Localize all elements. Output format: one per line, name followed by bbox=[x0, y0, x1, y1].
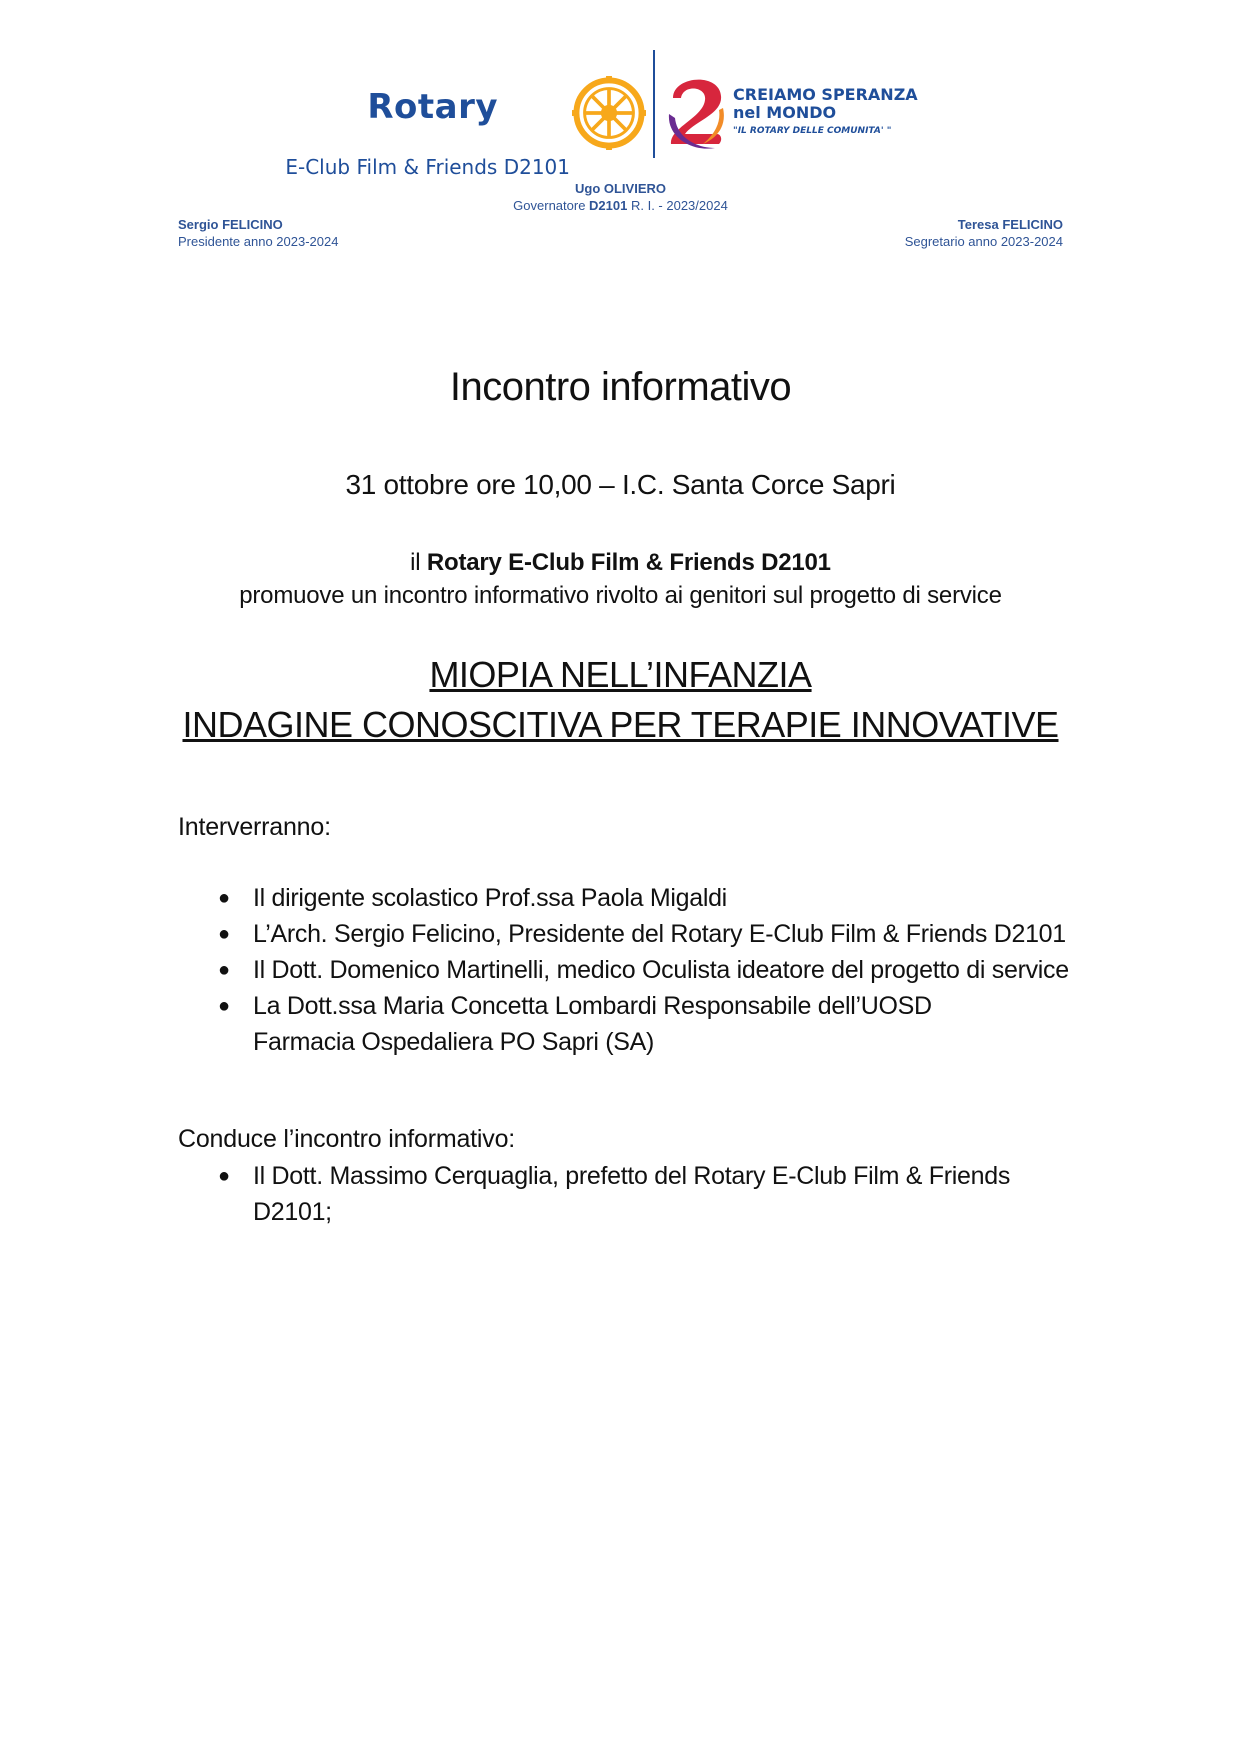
promoter-prefix: il bbox=[410, 549, 427, 576]
speaker-text: L’Arch. Sergio Felicino, Presidente del Rotary E-Club Film & Friends D2101 bbox=[253, 920, 1066, 948]
bullet-icon: ● bbox=[218, 887, 230, 909]
page-title: Incontro informativo bbox=[449, 365, 792, 409]
conductor-list bbox=[0, 1158, 1013, 1230]
bullet-icon: ● bbox=[218, 959, 230, 981]
president-name: Sergio FELICINO bbox=[178, 217, 283, 232]
governor-role bbox=[0, 197, 1241, 214]
slogan-line-3: "IL ROTARY DELLE COMUNITA' " bbox=[733, 126, 892, 136]
hope-swirl-icon bbox=[663, 68, 729, 152]
governor-name: Ugo OLIVIERO bbox=[575, 181, 666, 196]
event-date-line: 31 ottobre ore 10,00 – I.C. Santa Corce Sapri bbox=[345, 469, 896, 500]
list-item bbox=[0, 1158, 1013, 1230]
conductor-text: Il Dott. Massimo Cerquaglia, prefetto del Rotary E-Club Film & Friends D2101; bbox=[253, 1162, 1011, 1226]
rotary-wordmark: Rotary bbox=[367, 87, 498, 127]
promoter-club: Rotary E-Club Film & Friends D2101 bbox=[426, 549, 831, 576]
governor-district: D2101 bbox=[589, 198, 628, 213]
bullet-icon: ● bbox=[218, 923, 230, 945]
rotary-wheel-icon bbox=[572, 76, 646, 150]
bullet-icon: ● bbox=[218, 995, 230, 1017]
slogan-line-2: nel MONDO bbox=[733, 103, 837, 122]
speaker-text: La Dott.ssa Maria Concetta Lombardi Responsabile dell’UOSD bbox=[253, 992, 932, 1020]
governor bbox=[0, 180, 1241, 214]
speaker-text: Il dirigente scolastico Prof.ssa Paola Migaldi bbox=[253, 884, 727, 912]
slogan bbox=[733, 86, 918, 138]
list-item bbox=[0, 988, 1069, 1060]
governor-role-suffix: R. I. - 2023/2024 bbox=[627, 198, 728, 213]
speakers-list bbox=[0, 880, 1069, 1060]
bullet-icon: ● bbox=[218, 1165, 230, 1187]
list-item bbox=[0, 952, 1069, 988]
promoter-line-1 bbox=[0, 546, 1241, 579]
president bbox=[178, 216, 338, 250]
secretary-name: Teresa FELICINO bbox=[957, 217, 1063, 232]
promoter-block bbox=[0, 546, 1241, 612]
project-title-line-1: MIOPIA NELL’INFANZIA bbox=[429, 654, 812, 695]
secretary bbox=[905, 216, 1063, 250]
project-title bbox=[0, 650, 1241, 750]
header-divider bbox=[653, 50, 655, 158]
eclub-name: E-Club Film & Friends D2101 bbox=[285, 155, 570, 179]
president-role: Presidente anno 2023-2024 bbox=[178, 234, 339, 249]
slogan-line-1: CREIAMO SPERANZA bbox=[733, 85, 918, 104]
project-title-line-2: INDAGINE CONOSCITIVA PER TERAPIE INNOVATIVE bbox=[182, 704, 1059, 745]
speakers-heading: Interverranno: bbox=[178, 813, 331, 841]
header-logo bbox=[0, 50, 1241, 179]
speaker-text-continued: Farmacia Ospedaliera PO Sapri (SA) bbox=[253, 1028, 655, 1056]
conductor-heading: Conduce l’incontro informativo: bbox=[178, 1125, 516, 1153]
promoter-line-2: promuove un incontro informativo rivolto ai genitori sul progetto di service bbox=[239, 582, 1002, 609]
speaker-text: Il Dott. Domenico Martinelli, medico Oculista ideatore del progetto di service bbox=[253, 956, 1069, 984]
governor-role-prefix: Governatore bbox=[513, 198, 590, 213]
list-item bbox=[0, 880, 1069, 916]
secretary-role: Segretario anno 2023-2024 bbox=[904, 234, 1063, 249]
list-item bbox=[0, 916, 1069, 952]
